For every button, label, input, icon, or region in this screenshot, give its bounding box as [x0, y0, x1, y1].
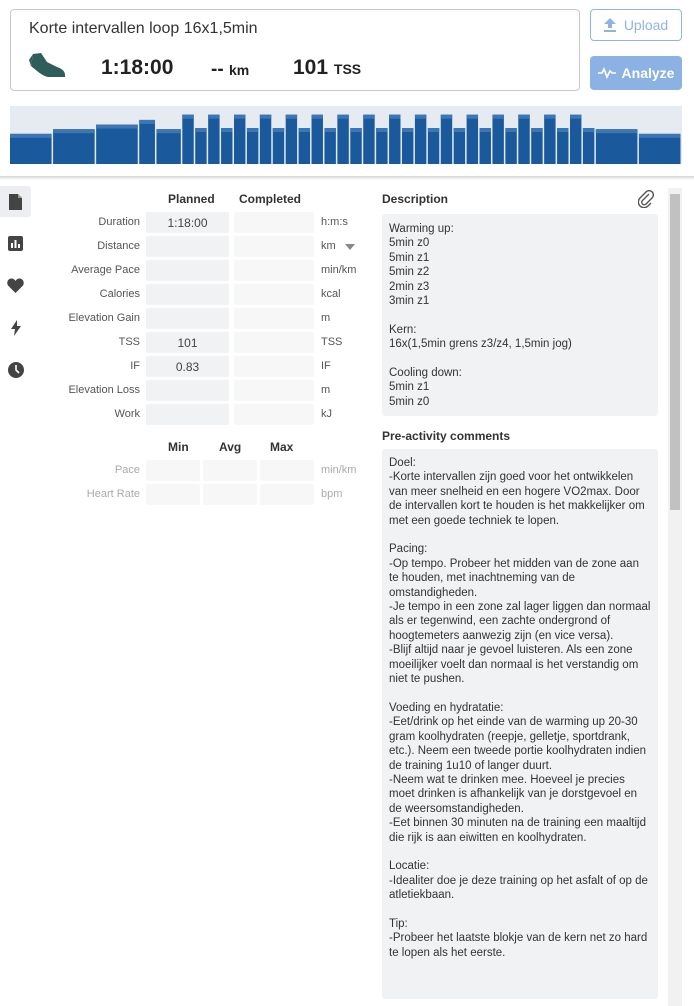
range-max-field[interactable] [260, 484, 314, 505]
range-label: Heart Rate [86, 488, 140, 500]
profile-step-cap [518, 115, 529, 119]
description-text[interactable]: Warming up: 5min z0 5min z1 5min z2 2min z3 3min z1 Kern: 16x(1,5min grens z3/z4, 1,5min jog) Cooling down: 5min z1 5min z0 [382, 214, 658, 416]
metric-completed-field[interactable] [234, 380, 314, 401]
description-title: Description [382, 192, 449, 206]
profile-step-bar[interactable] [480, 128, 491, 164]
workout-distance [211, 59, 249, 81]
metric-completed-field[interactable] [234, 332, 314, 353]
profile-step-bar[interactable] [53, 129, 95, 164]
profile-step-cap [324, 128, 335, 132]
metric-label: IF [130, 360, 140, 372]
metric-completed-field[interactable] [234, 284, 314, 305]
workout-title[interactable]: Korte intervallen loop 16x1,5min [29, 20, 258, 37]
profile-step-bar[interactable] [156, 129, 180, 164]
profile-step-bar[interactable] [467, 115, 478, 164]
profile-step-cap [557, 128, 568, 132]
distance-unit: km [228, 62, 250, 78]
profile-step-cap [441, 115, 452, 119]
metric-planned-field[interactable] [146, 236, 229, 257]
metric-planned-field[interactable] [146, 284, 229, 305]
tab-history[interactable] [0, 354, 31, 385]
analyze-label: Analyze [621, 65, 675, 81]
metric-unit: min/km [321, 264, 357, 276]
profile-step-cap [273, 128, 284, 132]
metric-unit: m [321, 312, 331, 324]
profile-step-bar[interactable] [428, 128, 439, 164]
profile-step-bar[interactable] [570, 115, 581, 164]
range-label: Pace [114, 464, 140, 476]
metric-unit: TSS [321, 336, 343, 348]
profile-step-bar[interactable] [324, 128, 335, 164]
heart-icon [7, 278, 24, 293]
profile-step-cap [467, 115, 478, 119]
profile-step-cap [337, 115, 348, 119]
pre-activity-text[interactable]: Doel: -Korte intervallen zijn goed voor het ontwikkelen van meer snelheid en een hogere VO2max. Door de intervallen kort te houden is het makkelijker om met een goede techniek te lopen. Pacing: -Op tempo. Probeer het midden van de zone aan te houden, met inachtneming van de omstandigheden. -Je tempo in een zone zal lager liggen dan normaal als er tegenwind, een zachte ondergrond of hoogtemeters aanwezig zijn (en vice versa). -Blijf altijd naar je gevoel luisteren. Als een zone moeilijker voelt dan normaal is het verstandig om niet te pushen. Voeding en hydratatie: -Eet/drink op het einde van de warming up 20-30 gram koolhydraten (reepje, gelletje, sportdrank, etc.). Neem een tweede portie koolhydraten indien de training 1u10 of langer duurt. -Neem wat te drinken mee. Hoeveel je precies moet drinken is afhankelijk van je dorstgevoel en de weersomstandigheden. -Eet binnen 30 minuten na de training een maaltijd die rijk is aan eiwitten en koolhydraten. Locatie: -Idealiter doe je deze training op het asfalt of op de atletiekbaan. Tip: -Probeer het laatste blokje van de kern net zo hard te lopen als het eerste. [382, 449, 658, 999]
pre-activity-title: Pre-activity comments [382, 429, 511, 443]
avg-header: Avg [219, 440, 242, 454]
metric-planned-field[interactable] [146, 404, 229, 425]
profile-step-cap [376, 128, 387, 132]
profile-step-bar[interactable] [363, 115, 374, 164]
profile-step-bar[interactable] [221, 128, 232, 164]
range-avg-field[interactable] [203, 484, 257, 505]
tab-power[interactable] [0, 312, 31, 343]
profile-step-bar[interactable] [415, 115, 426, 164]
profile-step-bar[interactable] [518, 115, 529, 164]
workout-profile-chart[interactable] [10, 106, 682, 164]
max-header: Max [270, 440, 294, 454]
profile-step-cap [639, 134, 681, 138]
profile-step-cap [96, 125, 138, 129]
profile-step-cap [221, 128, 232, 132]
header-divider [0, 176, 694, 180]
range-avg-field[interactable] [203, 460, 257, 481]
completed-header: Completed [239, 192, 302, 206]
metric-label: Duration [98, 216, 140, 228]
metric-unit: km [321, 240, 336, 252]
document-icon [9, 194, 22, 210]
profile-step-cap [156, 129, 180, 133]
metric-completed-field[interactable] [234, 212, 314, 233]
profile-step-bar[interactable] [234, 115, 245, 164]
distance-unit-dropdown-icon[interactable] [345, 244, 355, 250]
metric-label: Work [114, 408, 140, 420]
profile-step-cap [350, 128, 361, 132]
profile-step-cap [139, 120, 155, 124]
metric-unit: kcal [321, 288, 341, 300]
metric-completed-field[interactable] [234, 236, 314, 257]
profile-step-cap [299, 128, 310, 132]
profile-step-bar[interactable] [376, 128, 387, 164]
metric-label: TSS [118, 336, 140, 348]
metric-label: Elevation Loss [68, 384, 140, 396]
profile-step-bar[interactable] [139, 120, 155, 164]
profile-step-bar[interactable] [182, 115, 193, 164]
profile-step-cap [286, 115, 297, 119]
profile-step-bar[interactable] [247, 128, 258, 164]
profile-step-bar[interactable] [596, 129, 638, 164]
metric-completed-field[interactable] [234, 356, 314, 377]
workout-duration: 1:18:00 [101, 56, 174, 79]
profile-step-bar[interactable] [583, 128, 594, 164]
min-header: Min [168, 440, 189, 454]
profile-step-bar[interactable] [286, 115, 297, 164]
range-min-field[interactable] [146, 484, 200, 505]
metric-label: Calories [99, 288, 140, 300]
metric-planned-field[interactable] [146, 260, 229, 281]
metric-unit: kJ [321, 408, 332, 420]
profile-step-bar[interactable] [544, 115, 555, 164]
paperclip-icon[interactable] [638, 190, 654, 208]
metric-unit: h:m:s [321, 216, 348, 228]
profile-step-cap [208, 115, 219, 119]
profile-step-cap [260, 115, 271, 119]
upload-label: Upload [623, 17, 669, 33]
profile-step-bar[interactable] [10, 134, 52, 164]
bar-chart-icon [8, 236, 23, 251]
profile-step-bar[interactable] [273, 128, 284, 164]
profile-step-bar[interactable] [260, 115, 271, 164]
metric-planned-field[interactable] [146, 380, 229, 401]
profile-step-cap [596, 129, 638, 133]
profile-step-cap [454, 128, 465, 132]
profile-step-cap [10, 134, 52, 138]
workout-summary-card [10, 9, 580, 91]
profile-step-cap [428, 128, 439, 132]
workout-profile-svg [10, 106, 682, 164]
profile-step-cap [544, 115, 555, 119]
tab-heart-rate[interactable] [0, 270, 31, 301]
pulse-icon [598, 67, 616, 79]
profile-step-cap [570, 115, 581, 119]
metric-completed-field[interactable] [234, 260, 314, 281]
profile-step-cap [480, 128, 491, 132]
profile-step-bar[interactable] [454, 128, 465, 164]
profile-step-cap [531, 128, 542, 132]
profile-step-bar[interactable] [96, 125, 138, 164]
profile-step-cap [402, 128, 413, 132]
metric-label: Distance [97, 240, 140, 252]
profile-step-bar[interactable] [505, 128, 516, 164]
profile-step-cap [415, 115, 426, 119]
profile-step-bar[interactable] [639, 134, 681, 164]
workout-tss [293, 56, 361, 80]
profile-step-cap [53, 129, 95, 133]
profile-step-bar[interactable] [337, 115, 348, 164]
metric-completed-field[interactable] [234, 308, 314, 329]
metric-label: Elevation Gain [68, 312, 140, 324]
profile-step-bar[interactable] [350, 128, 361, 164]
metric-planned-field[interactable]: 0.83 [146, 356, 229, 377]
metric-unit: IF [321, 360, 331, 372]
profile-step-bar[interactable] [312, 115, 323, 164]
scrollbar-thumb[interactable] [670, 194, 680, 510]
tss-unit: TSS [333, 61, 362, 77]
side-tab-bar [0, 186, 32, 396]
profile-step-cap [505, 128, 516, 132]
range-unit: min/km [321, 464, 357, 476]
profile-step-bar[interactable] [208, 115, 219, 164]
profile-step-cap [247, 128, 258, 132]
profile-step-bar[interactable] [531, 128, 542, 164]
profile-step-cap [312, 115, 323, 119]
metric-planned-field[interactable]: 101 [146, 332, 229, 353]
range-max-field[interactable] [260, 460, 314, 481]
running-shoe-icon [27, 50, 67, 82]
profile-step-bar[interactable] [299, 128, 310, 164]
profile-step-bar[interactable] [557, 128, 568, 164]
profile-step-bar[interactable] [441, 115, 452, 164]
tab-analysis[interactable] [0, 228, 31, 259]
upload-button[interactable] [590, 9, 682, 41]
clock-icon [8, 362, 24, 378]
profile-step-bar[interactable] [492, 115, 503, 164]
profile-step-cap [583, 128, 594, 132]
profile-step-cap [234, 115, 245, 119]
profile-step-cap [182, 115, 193, 119]
metric-label: Average Pace [71, 264, 140, 276]
profile-step-cap [195, 128, 206, 132]
lightning-icon [11, 320, 21, 336]
range-unit: bpm [321, 488, 343, 500]
distance-value: -- [211, 59, 224, 80]
tss-value: 101 [293, 56, 329, 79]
profile-step-bar[interactable] [389, 115, 400, 164]
profile-step-cap [363, 115, 374, 119]
analyze-button[interactable] [590, 56, 682, 90]
scrollbar[interactable] [668, 188, 682, 1006]
profile-step-cap [492, 115, 503, 119]
metric-unit: m [321, 384, 331, 396]
profile-step-bar[interactable] [195, 128, 206, 164]
metric-planned-field[interactable] [146, 308, 229, 329]
upload-icon [604, 18, 616, 32]
profile-step-cap [389, 115, 400, 119]
profile-step-bar[interactable] [402, 128, 413, 164]
tab-summary[interactable] [0, 186, 31, 217]
planned-header: Planned [168, 192, 215, 206]
metric-planned-field[interactable]: 1:18:00 [146, 212, 229, 233]
metric-completed-field[interactable] [234, 404, 314, 425]
range-min-field[interactable] [146, 460, 200, 481]
